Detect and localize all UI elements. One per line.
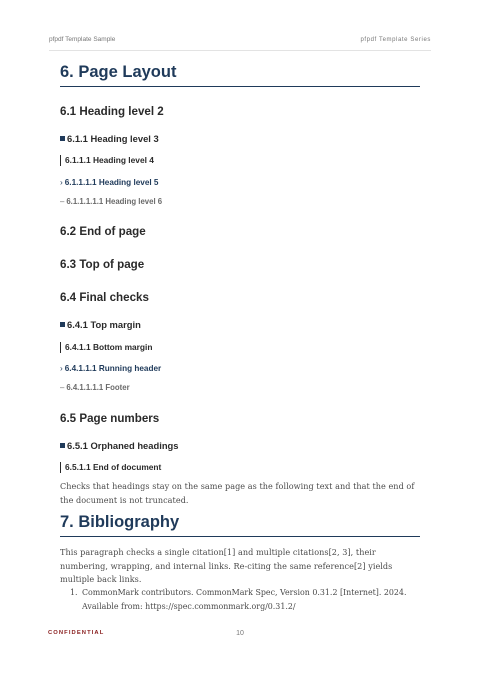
heading-6-5-1-1: 6.5.1.1 End of document — [60, 462, 161, 473]
heading-6-1-1 — [60, 133, 159, 144]
paragraph-orphaned-headings: Checks that headings stay on the same page as the following text and that the end of the document is not truncated. — [60, 481, 415, 505]
heading-6-4: 6.4 Final checks — [60, 291, 149, 304]
paragraph-citations: This paragraph checks a single citation[1] and multiple citations[2, 3], their numbering, wrapping, and internal links. Re-citing the same reference[2] yields multiple back links. — [60, 547, 393, 584]
reference-number: 1. — [70, 588, 78, 597]
heading-6-4-1-text: 6.4.1 Top margin — [67, 319, 141, 330]
heading-6-1-1-text: 6.1.1 Heading level 3 — [67, 133, 159, 144]
header-left-text: pfpdf Template Sample — [49, 36, 116, 43]
heading-6-5: 6.5 Page numbers — [60, 412, 160, 425]
heading-6-3: 6.3 Top of page — [60, 258, 145, 271]
heading-6-1-1-1-1 — [60, 178, 159, 187]
dash-icon: – — [60, 197, 65, 206]
heading-6-4-1-1-1-text: 6.4.1.1.1 Running header — [64, 364, 162, 373]
heading-6-1-1-1-1-1-text: 6.1.1.1.1.1 Heading level 6 — [66, 197, 163, 206]
square-bullet-icon — [60, 443, 65, 448]
heading-6-1-1-1: 6.1.1.1 Heading level 4 — [60, 155, 154, 166]
heading-6-4-1-1-1 — [60, 364, 161, 373]
reference-list-item — [60, 586, 420, 613]
heading-6-5-1 — [60, 440, 179, 451]
square-bullet-icon — [60, 322, 65, 327]
chevron-right-icon: › — [60, 364, 63, 373]
heading-6-5-1-text: 6.5.1 Orphaned headings — [67, 440, 179, 451]
heading-section-6: 6. Page Layout — [60, 63, 420, 87]
dash-icon: – — [60, 383, 65, 392]
heading-6-4-1-1: 6.4.1.1 Bottom margin — [60, 342, 153, 353]
running-header — [49, 36, 431, 51]
heading-6-1: 6.1 Heading level 2 — [60, 105, 164, 118]
chevron-right-icon: › — [60, 178, 63, 187]
heading-6-4-1-1-1-1 — [60, 383, 130, 392]
heading-6-1-1-1-1-text: 6.1.1.1.1 Heading level 5 — [64, 178, 159, 187]
header-right-text: pfpdf Template Series — [360, 37, 431, 43]
page-number: 10 — [236, 630, 244, 637]
heading-section-7: 7. Bibliography — [60, 513, 420, 537]
heading-6-1-1-1-1-1 — [60, 197, 162, 206]
square-bullet-icon — [60, 136, 65, 141]
heading-6-4-1-1-1-1-text: 6.4.1.1.1.1 Footer — [66, 383, 130, 392]
heading-6-2: 6.2 End of page — [60, 225, 146, 238]
confidential-label: CONFIDENTIAL — [48, 630, 105, 636]
reference-text: CommonMark contributors. CommonMark Spec, Version 0.31.2 [Internet]. 2024. Available from: https://spec.commonmark.org/0.31.2/ — [82, 588, 407, 611]
heading-6-4-1 — [60, 319, 141, 330]
